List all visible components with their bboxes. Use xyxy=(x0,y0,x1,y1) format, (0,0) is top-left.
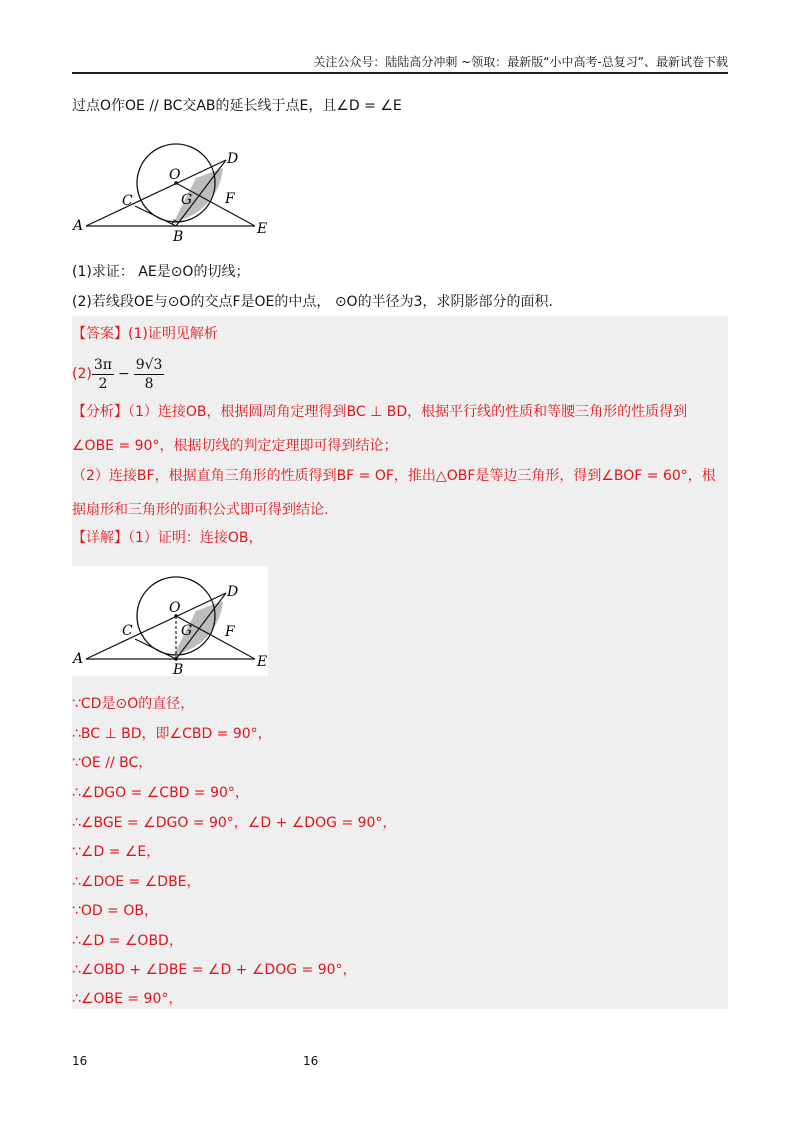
label-g: G xyxy=(181,192,193,208)
analysis-line-4: 据扇形和三角形的面积公式即可得到结论. xyxy=(72,502,329,518)
header-divider xyxy=(72,72,728,74)
label-b-2: B xyxy=(173,662,184,678)
detail-step-11: ∴∠OBE = 90°， xyxy=(72,991,183,1007)
label-o: O xyxy=(169,167,181,183)
label-a: A xyxy=(73,218,84,234)
label-e: E xyxy=(257,221,268,237)
problem-intro: 过点O作OE // BC交AB的延长线于点E，且∠D = ∠E xyxy=(72,98,402,114)
label-a-2: A xyxy=(73,651,84,667)
label-c: C xyxy=(122,193,133,209)
detail-step-3: ∵OE // BC， xyxy=(72,755,153,771)
answer-line-2 xyxy=(72,354,164,394)
answer-part1: (1)证明见解析 xyxy=(128,326,218,342)
detail-step-6: ∵∠D = ∠E， xyxy=(72,844,161,860)
answer-label: 【答案】 xyxy=(72,326,128,342)
geometry-figure-1 xyxy=(70,133,280,245)
detail-step-8: ∵OD = OB， xyxy=(72,903,158,919)
analysis-text-1: （1）连接OB，根据圆周角定理得到BC ⊥ BD，根据平行线的性质和等腰三角形的性质得到 xyxy=(128,404,688,420)
label-d-2: D xyxy=(227,584,239,600)
analysis-label: 【分析】 xyxy=(72,404,128,420)
detail-intro-text: （1）证明：连接OB， xyxy=(128,530,263,546)
answer-part2-prefix: (2) xyxy=(72,366,92,382)
page-number-left: 16 xyxy=(72,1054,88,1068)
analysis-line-3: （2）连接BF，根据直角三角形的性质得到BF = OF，推出△OBF是等边三角形，得到∠BOF = 60°，根 xyxy=(72,468,716,484)
detail-intro xyxy=(72,528,263,548)
label-f-2: F xyxy=(225,624,235,640)
answer-fraction-2: $\frac{9√3}{8}$ xyxy=(135,356,163,392)
label-d: D xyxy=(227,151,239,167)
question-1: (1)求证： AE是⊙O的切线； xyxy=(72,264,250,280)
detail-step-2: ∴BC ⊥ BD，即∠CBD = 90°， xyxy=(72,726,272,742)
detail-step-7: ∴∠DOE = ∠DBE， xyxy=(72,874,201,890)
answer-fraction-1: $\frac{3\pi}{2}$ xyxy=(93,356,112,392)
answer-line-1 xyxy=(72,324,218,344)
detail-step-1: ∵CD是⊙O的直径， xyxy=(72,696,195,712)
detail-label: 【详解】 xyxy=(72,530,128,546)
detail-step-5: ∴∠BGE = ∠DGO = 90°，∠D + ∠DOG = 90°， xyxy=(72,815,397,831)
detail-step-9: ∴∠D = ∠OBD， xyxy=(72,933,183,949)
label-g-2: G xyxy=(181,623,193,639)
label-b: B xyxy=(173,229,184,245)
label-e-2: E xyxy=(257,654,268,670)
page-number-center: 16 xyxy=(303,1054,319,1068)
question-2: (2)若线段OE与⊙O的交点F是OE的中点， ⊙O的半径为3，求阴影部分的面积. xyxy=(72,294,553,310)
analysis-line-2: ∠OBE = 90°，根据切线的判定定理即可得到结论； xyxy=(72,438,398,454)
geometry-figure-2 xyxy=(70,566,270,678)
answer-minus: − xyxy=(117,366,130,382)
detail-step-10: ∴∠OBD + ∠DBE = ∠D + ∠DOG = 90°， xyxy=(72,962,357,978)
label-c-2: C xyxy=(122,623,133,639)
detail-step-4: ∴∠DGO = ∠CBD = 90°， xyxy=(72,785,249,801)
label-o-2: O xyxy=(169,600,181,616)
label-f: F xyxy=(225,191,235,207)
page-header: 关注公众号：陆陆高分冲刺 ~领取：最新版“小中高考-总复习”、最新试卷下载 xyxy=(313,55,728,69)
analysis-line-1 xyxy=(72,402,687,422)
